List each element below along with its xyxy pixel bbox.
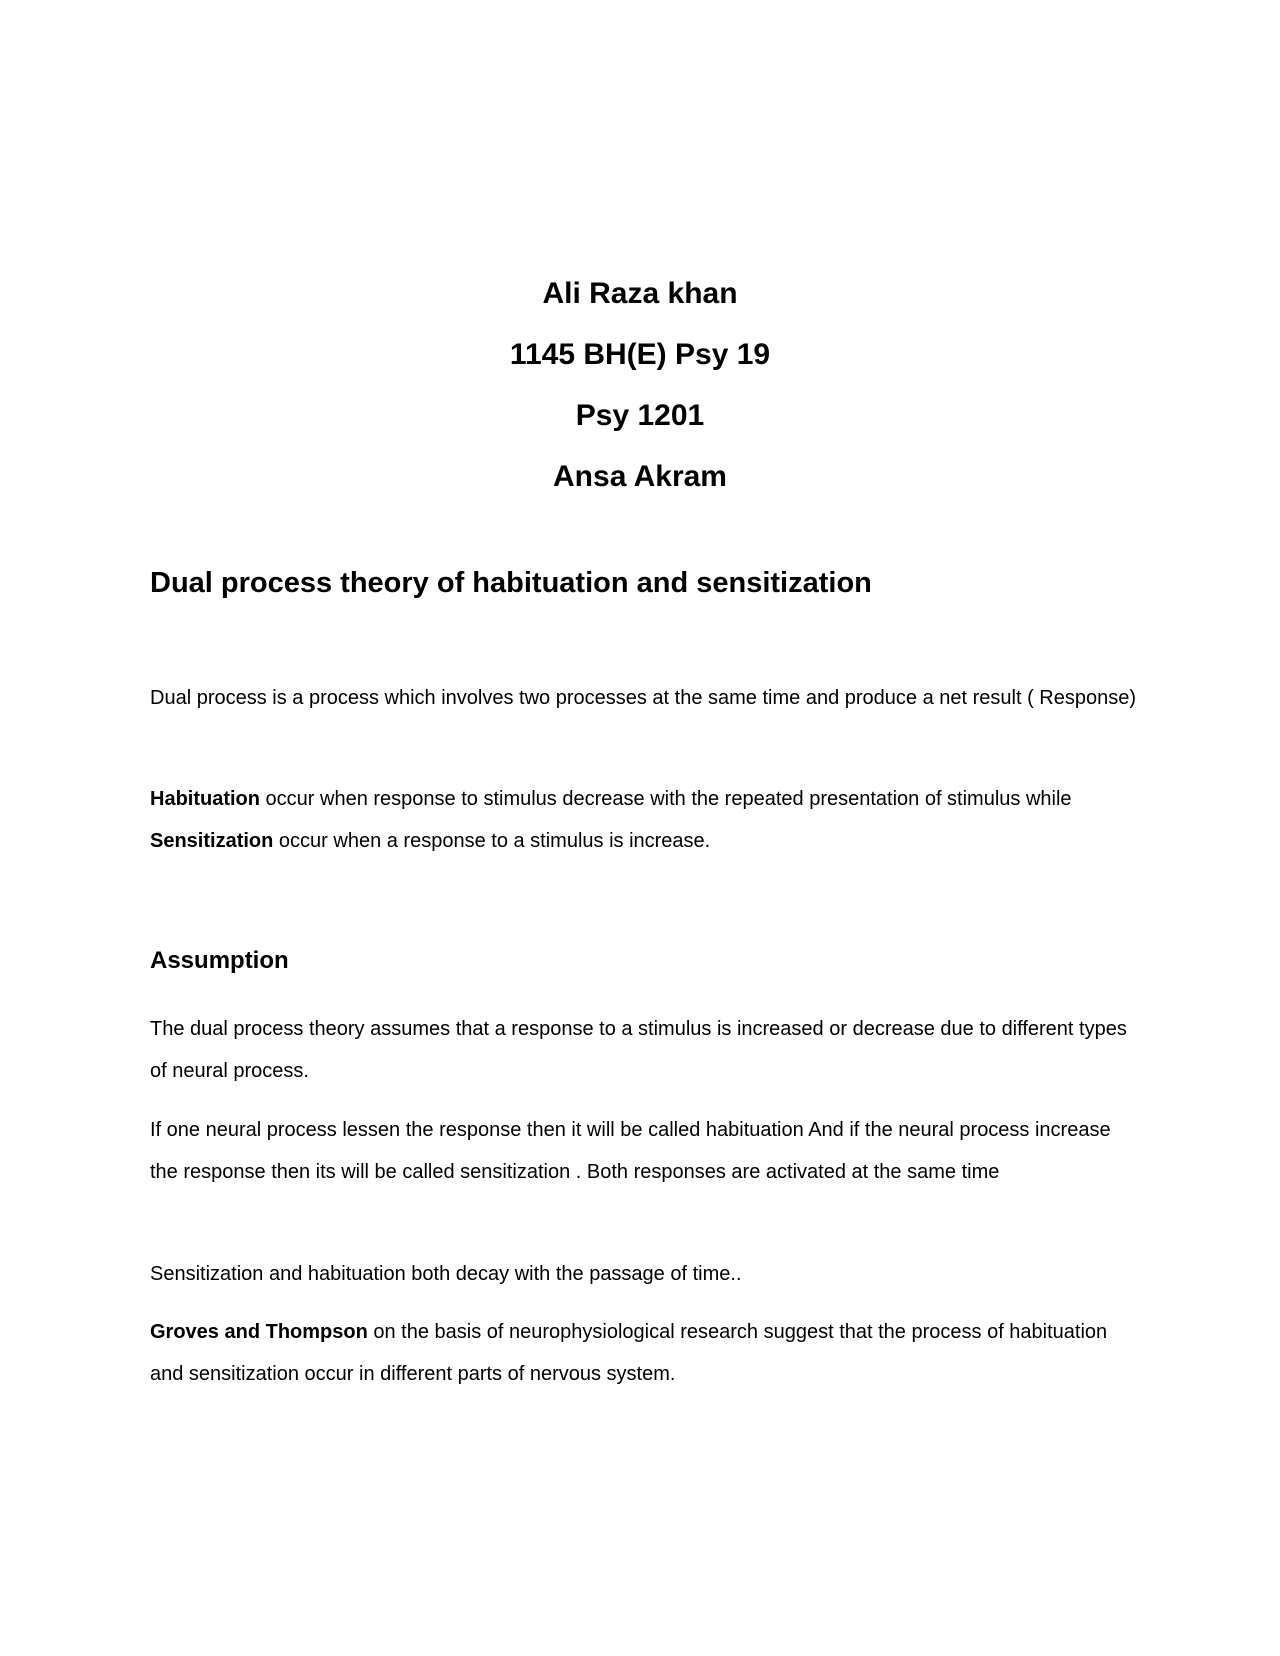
assumption-paragraph-4 xyxy=(150,1311,1140,1395)
assumption-paragraph-3: Sensitization and habituation both decay with the passage of time.. xyxy=(150,1263,742,1285)
sensitization-term: Sensitization xyxy=(150,830,274,852)
habituation-definition: occur when response to stimulus decrease with the repeated presentation of stimulus while xyxy=(260,788,1072,810)
roll-number: 1145 BH(E) Psy 19 xyxy=(509,338,771,371)
course-code: Psy 1201 xyxy=(575,399,705,432)
habituation-term: Habituation xyxy=(150,788,260,810)
intro-paragraph: Dual process is a process which involves two processes at the same time and produce a net result ( Response) xyxy=(150,687,1137,709)
instructor-name: Ansa Akram xyxy=(553,460,727,493)
author-name: Ali Raza khan xyxy=(542,277,738,310)
definitions-paragraph xyxy=(150,778,1140,862)
groves-thompson-term: Groves and Thompson xyxy=(150,1321,368,1343)
assumption-paragraph-2: If one neural process lessen the response then it will be called habituation And if the neural process increase the response then its will be called sensitization . Both responses are activated at the same time xyxy=(150,1119,1111,1183)
assumption-paragraph-1: The dual process theory assumes that a response to a stimulus is increased or decrease due to different types of neural process. xyxy=(150,1018,1127,1082)
groves-thompson-text: on the basis of neurophysiological research suggest that the process of habituation and sensitization occur in different parts of nervous system. xyxy=(150,1321,1108,1385)
document-title: Dual process theory of habituation and sensitization xyxy=(150,567,872,599)
sensitization-definition: occur when a response to a stimulus is increase. xyxy=(273,830,711,852)
assumption-heading: Assumption xyxy=(150,947,289,974)
